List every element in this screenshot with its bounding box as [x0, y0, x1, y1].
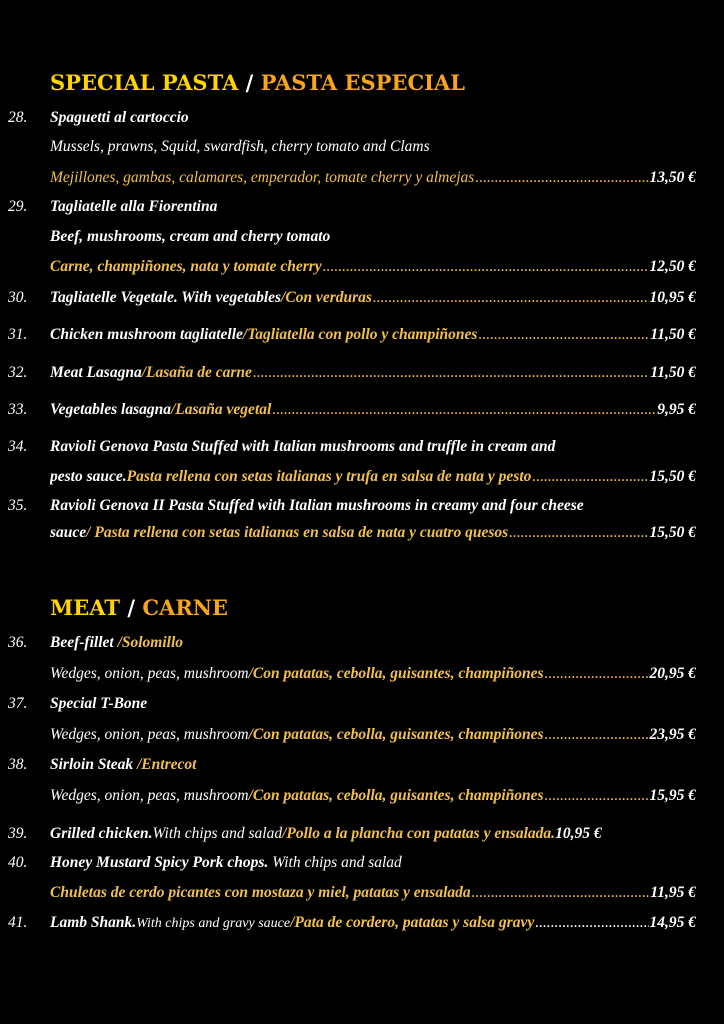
item-name: Tagliatelle alla Fiorentina — [50, 198, 218, 215]
item-name: Vegetables lasagna — [50, 401, 171, 418]
item-number: 33. — [8, 401, 28, 418]
item-description-es: / Pasta rellena con setas italianas en salsa de nata y cuatro quesos — [86, 524, 509, 541]
item-description-en: Wedges, onion, peas, mushroom — [50, 665, 249, 682]
section-title-en: SPECIAL PASTA — [50, 70, 239, 95]
section-title-separator: / — [120, 595, 143, 620]
item-number: 36. — [8, 634, 28, 651]
dot-leader — [323, 257, 649, 277]
dot-leader — [545, 786, 649, 806]
item-name-line — [50, 633, 696, 653]
item-price-line — [50, 325, 696, 345]
item-number: 30. — [8, 289, 28, 306]
item-name-es: /Entrecot — [133, 756, 197, 773]
item-description-es: /Tagliatella con pollo y champiñones — [242, 326, 478, 343]
dot-leader — [535, 913, 648, 933]
dot-leader — [545, 664, 649, 684]
item-price-line — [50, 288, 696, 308]
item-price: 14,95 € — [649, 914, 696, 931]
item-name-extra: With chips and salad — [152, 825, 283, 842]
item-number: 28. — [8, 109, 28, 126]
item-number: 40. — [8, 854, 28, 871]
item-price-line — [50, 400, 696, 420]
section-title-special-pasta — [50, 70, 465, 95]
item-description-es: /Con patatas, cebolla, guisantes, champiñones — [248, 665, 544, 682]
item-price: 13,50 € — [649, 169, 696, 186]
item-name: Lamb Shank. — [50, 914, 137, 931]
item-number: 31. — [8, 326, 28, 343]
item-description-es: Carne, champiñones, nata y tomate cherry — [50, 258, 322, 275]
item-description-es: /Lasaña de carne — [141, 364, 252, 381]
item-price: 9,95 € — [657, 401, 696, 418]
item-description-es: Mejillones, gambas, calamares, emperador, tomate cherry y almejas — [50, 169, 475, 186]
item-price-line — [50, 883, 696, 903]
dot-leader — [545, 725, 649, 745]
dot-leader — [272, 400, 656, 420]
dot-leader — [478, 325, 649, 345]
item-price-line — [50, 824, 696, 844]
item-description-es: /Pata de cordero, patatas y salsa gravy — [290, 914, 535, 931]
item-name-line — [50, 853, 696, 873]
item-price-line — [50, 664, 696, 684]
item-price: 11,50 € — [650, 364, 696, 381]
item-description-es: /Con verduras — [281, 289, 372, 306]
dot-leader — [509, 523, 648, 543]
dot-leader — [472, 883, 650, 903]
section-title-en: MEAT — [50, 595, 121, 620]
item-name: Special T-Bone — [50, 695, 148, 712]
item-description-es: /Lasaña vegetal — [171, 401, 272, 418]
item-name: Chicken mushroom tagliatelle — [50, 326, 243, 343]
item-number: 39. — [8, 825, 28, 842]
item-name: Ravioli Genova Pasta Stuffed with Italian mushrooms and truffle in cream and — [50, 438, 556, 455]
item-description-es: Chuletas de cerdo picantes con mostaza y miel, patatas y ensalada — [50, 884, 471, 901]
item-name: Spaguetti al cartoccio — [50, 109, 189, 126]
item-number: 41. — [8, 914, 28, 931]
item-price: 23,95 € — [649, 726, 696, 743]
item-description-en: Wedges, onion, peas, mushroom — [50, 726, 249, 743]
item-price-line — [50, 725, 696, 745]
item-price: 15,50 € — [649, 524, 696, 541]
item-name: Meat Lasagna — [50, 364, 142, 381]
item-price-line — [50, 363, 696, 383]
item-description-es: /Con patatas, cebolla, guisantes, champiñones — [248, 726, 544, 743]
item-price-line — [50, 523, 696, 543]
section-title-es: CARNE — [142, 595, 228, 620]
item-number: 37. — [8, 695, 28, 712]
item-number: 34. — [8, 438, 28, 455]
item-number: 38. — [8, 756, 28, 773]
item-name-extra: With chips and salad — [268, 854, 402, 871]
item-name: Honey Mustard Spicy Pork chops. — [50, 854, 269, 871]
item-price: 10,95 € — [555, 825, 602, 842]
item-name: Grilled chicken. — [50, 825, 153, 842]
item-name: Tagliatelle Vegetale. With vegetables — [50, 289, 282, 306]
section-title-separator: / — [238, 70, 261, 95]
dot-leader — [532, 467, 648, 487]
item-price: 15,50 € — [649, 468, 696, 485]
item-description-en: Mussels, prawns, Squid, swardfish, cherry tomato and Clams — [50, 138, 430, 155]
item-name: Ravioli Genova II Pasta Stuffed with Italian mushrooms in creamy and four cheese — [50, 497, 584, 514]
item-description-en: Beef, mushrooms, cream and cherry tomato — [50, 228, 331, 245]
item-description-es: /Pollo a la plancha con patatas y ensalada. — [282, 825, 556, 842]
item-name: Beef-fillet — [50, 634, 114, 651]
item-price: 10,95 € — [649, 289, 696, 306]
item-name-extra: With chips and gravy sauce — [136, 916, 291, 931]
section-title-es: PASTA ESPECIAL — [260, 70, 466, 95]
item-number: 35. — [8, 497, 28, 514]
item-price: 11,95 € — [650, 884, 696, 901]
dot-leader — [253, 363, 649, 383]
item-name: Sirloin Steak — [50, 756, 134, 773]
item-price: 20,95 € — [649, 665, 696, 682]
item-name-es: /Solomillo — [113, 634, 184, 651]
item-number: 32. — [8, 364, 28, 381]
item-name-line — [50, 755, 696, 775]
item-description-es: /Con patatas, cebolla, guisantes, champiñones — [248, 787, 544, 804]
item-price-line — [50, 168, 696, 188]
item-description-en: pesto sauce. — [50, 468, 127, 485]
dot-leader — [373, 288, 649, 308]
item-price: 15,95 € — [649, 787, 696, 804]
item-number: 29. — [8, 198, 28, 215]
item-price-line — [50, 467, 696, 487]
item-price-line — [50, 257, 696, 277]
item-description-es: Pasta rellena con setas italianas y trufa en salsa de nata y pesto — [126, 468, 532, 485]
item-description-en: Wedges, onion, peas, mushroom — [50, 787, 249, 804]
section-title-meat — [50, 595, 228, 620]
item-price-line — [50, 913, 696, 933]
item-price-line — [50, 786, 696, 806]
item-description-en: sauce — [50, 524, 87, 541]
dot-leader — [475, 168, 648, 188]
item-price: 12,50 € — [649, 258, 696, 275]
item-price: 11,50 € — [650, 326, 696, 343]
